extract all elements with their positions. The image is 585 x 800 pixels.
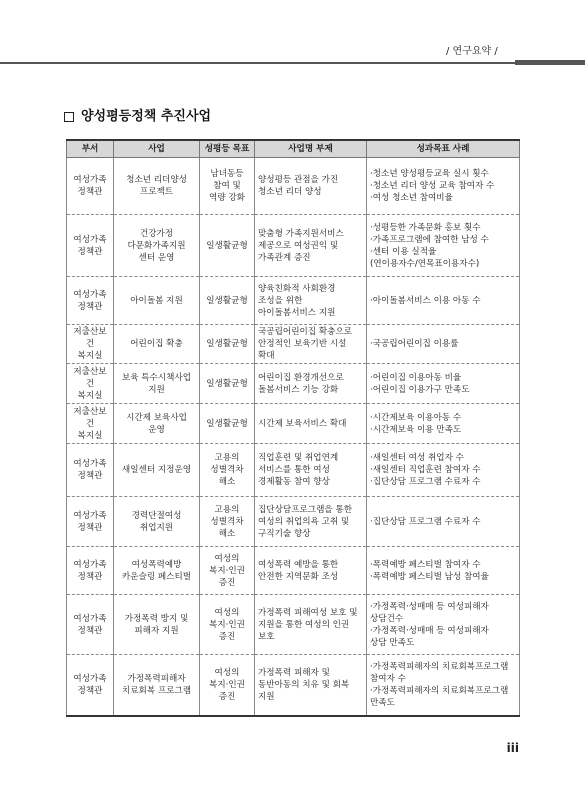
outcome-item: ·가정폭력피해자의 치료회복프로그램 [370, 661, 509, 672]
goal-cell [200, 325, 255, 364]
outcome-item: ·청소년 리더 양성 교육 참여자 수 [370, 181, 495, 191]
goal-cell [200, 444, 255, 497]
subtitle-cell-line: 시간제 보육서비스 확대 [258, 418, 347, 429]
project-cell-line: 어린이집 확충 [130, 339, 183, 349]
outcomes-cell [367, 325, 520, 364]
project-cell-line: 치료회복 프로그램 [121, 685, 192, 696]
subtitle-cell [255, 547, 367, 595]
outcomes-cell [367, 547, 520, 595]
subtitle-cell-line: 양성평등 관점을 가진 청소년 리더 양성 [258, 175, 339, 197]
subtitle-cell-line: 양육친화적 사회환경 조성을 위한 아이돌봄서비스 지원 [258, 283, 336, 318]
outcome-item: ·가정폭력·성매매 등 여성피해자 [370, 625, 489, 636]
goal-cell-line: 일생활균형 [206, 339, 248, 349]
outcome-item: 참여자 수 [370, 673, 406, 684]
project-cell-line: 여성폭력예방 [131, 559, 182, 570]
outcome-item: ·가정폭력피해자의 치료회복프로그램 [370, 685, 509, 696]
dept-cell-line: 여성가족 [73, 459, 107, 469]
outcome-item: ·시간제보육 이용 만족도 [370, 424, 462, 435]
outcomes-cell [367, 277, 520, 325]
project-cell-line: 프로젝트 [139, 187, 174, 197]
project-cell-line: 경력단절여성 [131, 510, 182, 521]
goal-cell-line: 성별격차 [210, 516, 244, 527]
dept-cell [67, 215, 114, 277]
goal-cell-line: 여성의 [214, 667, 240, 678]
outcome-item: ·집단상담 프로그램 수료자 수 [370, 516, 481, 527]
table-row [67, 547, 520, 595]
dept-cell-line: 저출산보건 [73, 366, 107, 389]
subtitle-cell [255, 325, 367, 364]
goal-cell-line: 증진 [218, 631, 236, 642]
project-cell-line: 보육 특수시책사업 [121, 372, 192, 383]
outcome-item: ·시간제보육 이용아동 수 [370, 412, 462, 423]
subtitle-cell [255, 655, 367, 716]
table-row [67, 364, 520, 404]
subtitle-cell [255, 595, 367, 655]
goal-cell-line: 증진 [218, 691, 236, 702]
dept-cell [67, 277, 114, 325]
outcomes-cell [367, 215, 520, 277]
subtitle-cell [255, 215, 367, 277]
subtitle-cell [255, 158, 367, 215]
outcomes-cell [367, 595, 520, 655]
goal-cell [200, 655, 255, 716]
header-rule [0, 62, 585, 64]
goal-cell-line: 일생활균형 [206, 240, 248, 251]
column-header: 사업명 부제 [255, 140, 367, 158]
goal-cell-line: 해소 [218, 528, 236, 539]
project-cell [114, 547, 200, 595]
project-cell-line: 센터 운영 [138, 252, 175, 263]
table-row [67, 655, 520, 716]
square-bullet-icon [64, 112, 74, 122]
project-cell [114, 497, 200, 547]
subtitle-cell [255, 497, 367, 547]
dept-cell-line: 정책관 [77, 246, 103, 257]
dept-cell-line: 여성가족 [73, 234, 107, 245]
dept-cell-line: 정책관 [77, 471, 103, 481]
subtitle-cell-line: 직업훈련 및 취업연계 서비스를 통한 여성 경제활동 참여 향상 [258, 453, 339, 487]
project-cell-line: 피해자 지원 [134, 625, 179, 636]
goal-cell-line: 일생활균형 [206, 295, 248, 306]
table-row [67, 444, 520, 497]
outcome-item: ·어린이집 이용가구 만족도 [370, 384, 470, 395]
goal-cell [200, 595, 255, 655]
dept-cell [67, 325, 114, 364]
goal-cell-line: 일생활균형 [206, 418, 248, 429]
outcome-item: 만족도 [370, 697, 395, 708]
dept-cell-line: 정책관 [77, 685, 103, 696]
subtitle-cell-line: 맞춤형 가족지원서비스 제공으로 여성권익 및 가족관계 증진 [258, 228, 344, 263]
dept-cell-line: 저출산보건 [73, 406, 107, 429]
table-row [67, 404, 520, 444]
goal-cell-line: 남녀동등 [210, 169, 244, 179]
dept-cell-line: 정책관 [77, 187, 103, 197]
project-cell-line: 운영 [148, 424, 165, 435]
goal-cell [200, 364, 255, 404]
dept-cell-line: 정책관 [77, 625, 103, 636]
outcome-item: ·어린이집 이용아동 비율 [370, 372, 462, 383]
dept-cell [67, 404, 114, 444]
dept-cell-line: 정책관 [77, 571, 103, 582]
project-cell-line: 새일센터 지정운영 [121, 465, 192, 475]
goal-cell-line: 고용의 [214, 453, 240, 463]
dept-cell-line: 여성가족 [73, 510, 107, 521]
outcome-item: ·국공립어린이집 이용률 [370, 339, 459, 349]
subtitle-cell-line: 가정폭력 피해자 및 동반아동의 치유 및 회복 지원 [258, 667, 350, 702]
outcome-item: ·가정폭력·성매매 등 여성피해자 [370, 601, 489, 612]
column-header: 성평등 목표 [200, 140, 255, 158]
running-head: / 연구요약 / [446, 46, 498, 57]
project-cell-line: 가정폭력피해자 [127, 673, 186, 684]
project-cell-line: 지원 [148, 384, 165, 395]
project-cell [114, 595, 200, 655]
outcome-item: ·새일센터 직업훈련 참여자 수 [370, 465, 481, 475]
goal-cell-line: 고용의 [214, 504, 240, 515]
project-cell-line: 카운슬링 페스티벌 [121, 571, 192, 582]
goal-cell-line: 성별격차 [210, 465, 244, 475]
goal-cell-line: 해소 [218, 477, 236, 487]
page-number: iii [506, 741, 519, 755]
outcome-item: ·집단상담 프로그램 수료자 수 [370, 477, 481, 487]
subtitle-cell [255, 404, 367, 444]
outcome-item: ·청소년 양성평등교육 실시 횟수 [370, 169, 489, 179]
subtitle-cell-line: 여성폭력 예방을 통한 안전한 지역문화 조성 [258, 559, 339, 582]
project-cell [114, 277, 200, 325]
goal-cell [200, 404, 255, 444]
outcome-item: ·아이돌봄서비스 이용 아동 수 [370, 295, 481, 306]
goal-cell [200, 497, 255, 547]
dept-cell [67, 444, 114, 497]
dept-cell-line: 정책관 [77, 522, 103, 533]
table-row [67, 215, 520, 277]
dept-cell-line: 여성가족 [73, 289, 107, 300]
dept-cell-line: 정책관 [77, 301, 103, 312]
dept-cell-line: 복지실 [77, 430, 103, 441]
goal-cell [200, 215, 255, 277]
project-cell-line: 다문화가족지원 [127, 240, 186, 251]
dept-cell-line: 여성가족 [73, 175, 107, 185]
section-title [64, 108, 211, 126]
project-cell-line: 건강가정 [139, 228, 174, 239]
project-cell-line: 시간제 보육사업 [126, 412, 187, 423]
dept-cell [67, 655, 114, 716]
goal-cell-line: 복지·인권 [209, 679, 245, 690]
outcomes-cell [367, 364, 520, 404]
goal-cell-line: 여성의 [214, 553, 240, 564]
column-header: 사업 [114, 140, 200, 158]
table-row [67, 325, 520, 364]
project-cell [114, 404, 200, 444]
table-row [67, 497, 520, 547]
project-cell-line: 가정폭력 방지 및 [124, 613, 189, 624]
project-cell [114, 364, 200, 404]
dept-cell-line: 복지실 [77, 390, 103, 401]
outcome-item: 상담 만족도 [370, 637, 415, 648]
table-row [67, 158, 520, 215]
outcomes-cell [367, 655, 520, 716]
dept-cell [67, 158, 114, 215]
goal-cell-line: 일생활균형 [206, 378, 248, 389]
table-row [67, 277, 520, 325]
goal-cell-line: 복지·인권 [209, 619, 245, 630]
goal-cell-line: 증진 [218, 577, 236, 588]
column-header: 성과목표 사례 [367, 140, 520, 158]
dept-cell [67, 497, 114, 547]
outcome-item: 상담건수 [370, 613, 404, 624]
section-title-text: 양성평등정책 추진사업 [81, 109, 212, 124]
goal-cell-line: 참여 및 [213, 181, 241, 191]
project-table [66, 139, 520, 717]
project-cell [114, 444, 200, 497]
project-cell [114, 655, 200, 716]
goal-cell-line: 역량 강화 [209, 193, 245, 203]
column-header: 부서 [67, 140, 114, 158]
table-body [67, 158, 520, 716]
outcomes-cell [367, 404, 520, 444]
project-cell [114, 215, 200, 277]
dept-cell-line: 여성가족 [73, 559, 107, 570]
project-cell-line: 아이돌봄 지원 [130, 295, 183, 306]
outcome-item: ·폭력예방 페스티벌 참여자 수 [370, 559, 481, 570]
outcome-item: ·성평등한 가족문화 홍보 횟수 [370, 222, 481, 233]
outcomes-cell [367, 497, 520, 547]
subtitle-cell-line: 국공립어린이집 확충으로 안정적인 보육기반 시설 확대 [258, 327, 353, 361]
goal-cell-line: 여성의 [214, 607, 240, 618]
project-cell [114, 325, 200, 364]
table-row [67, 595, 520, 655]
table-header-row [67, 140, 520, 158]
outcome-item: ·폭력예방 페스티벌 남성 참여율 [370, 571, 489, 582]
outcome-item: ·여성 청소년 참여비율 [370, 193, 453, 203]
subtitle-cell-line: 어린이집 환경개선으로 돌봄서비스 기능 강화 [258, 372, 344, 395]
goal-cell-line: 복지·인권 [209, 565, 245, 576]
dept-cell-line: 복지실 [77, 351, 103, 361]
header-rule-accent [515, 60, 585, 65]
dept-cell [67, 547, 114, 595]
subtitle-cell [255, 444, 367, 497]
project-cell [114, 158, 200, 215]
outcomes-cell [367, 158, 520, 215]
dept-cell-line: 여성가족 [73, 613, 107, 624]
subtitle-cell [255, 364, 367, 404]
dept-cell [67, 595, 114, 655]
dept-cell-line: 저출산보건 [73, 327, 107, 349]
outcome-item: ·가족프로그램에 참여한 남성 수 [370, 234, 489, 245]
project-cell-line: 청소년 리더양성 [126, 175, 187, 185]
subtitle-cell-line: 집단상담프로그램을 통한 여성의 취업의욕 고취 및 구직기술 향상 [258, 504, 353, 539]
goal-cell [200, 547, 255, 595]
goal-cell [200, 277, 255, 325]
outcome-item: (연이용자수/연목표이용자수) [370, 258, 480, 269]
subtitle-cell-line: 가정폭력 피해여성 보호 및 지원을 통한 여성의 인권 보호 [258, 607, 358, 642]
outcomes-cell [367, 444, 520, 497]
outcome-item: ·새일센터 여성 취업자 수 [370, 453, 464, 463]
project-cell-line: 취업지원 [139, 522, 174, 533]
subtitle-cell [255, 277, 367, 325]
outcome-item: ·센터 이용 실적율 [370, 246, 437, 257]
goal-cell [200, 158, 255, 215]
dept-cell-line: 여성가족 [73, 673, 107, 684]
dept-cell [67, 364, 114, 404]
